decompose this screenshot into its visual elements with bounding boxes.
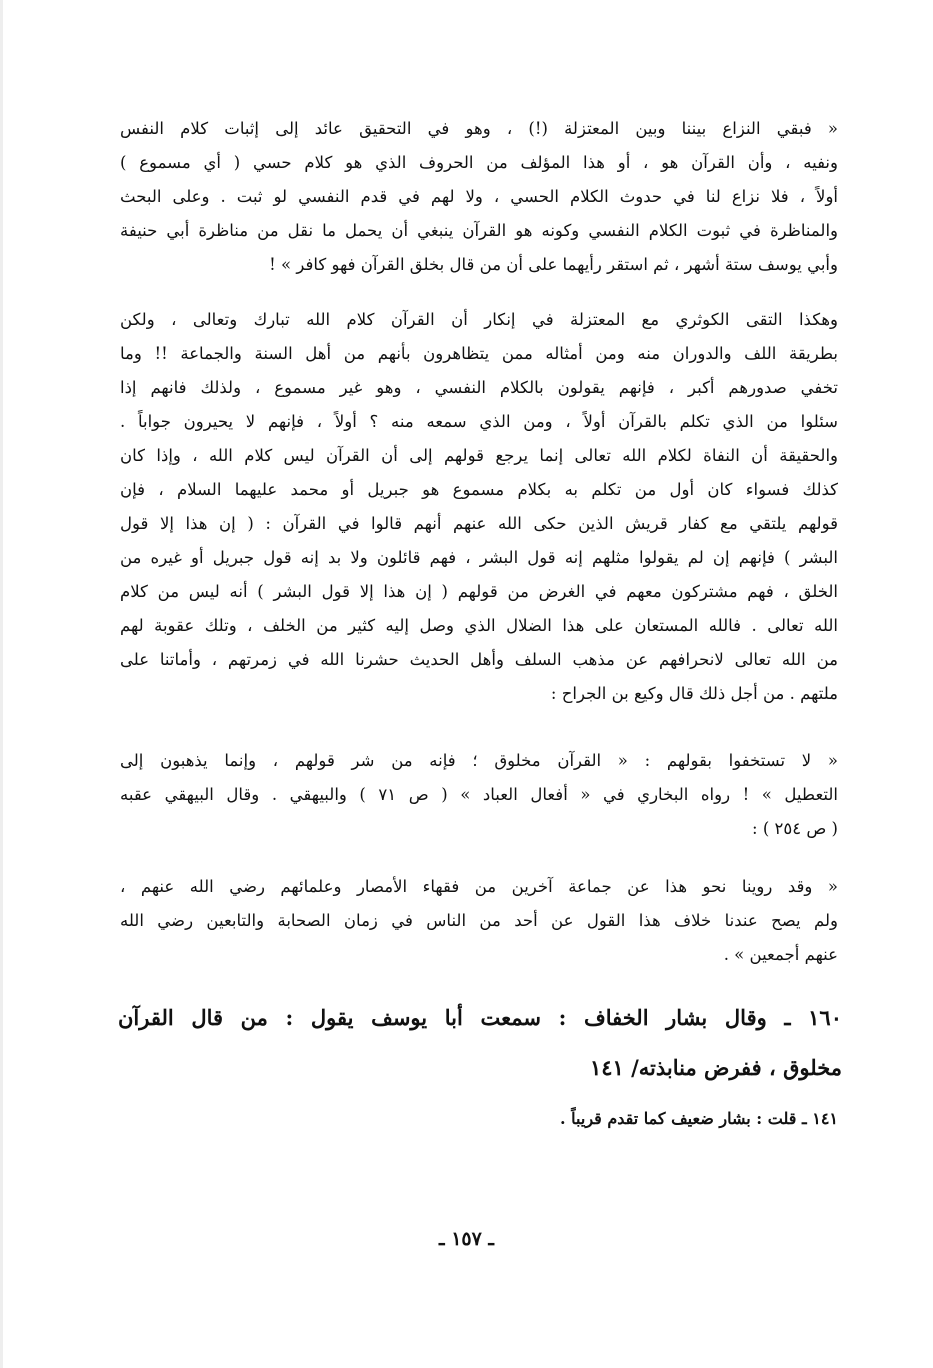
text-line: بطريقة اللف والدوران منه ومن أمثاله ممن يتظاهرون بأنهم من أهل السنة والجماعة !! وما xyxy=(120,344,838,363)
text-line: البشر ) فإنهم إن لم يقولوا مثلهم إنه قول البشر ، فهم قائلون ولا بد إنه قول جبريل أو غيره من xyxy=(120,548,838,567)
text-line: وأبي يوسف ستة أشهر ، ثم استقر رأيهما على أن من قال بخلق القرآن فهو كافر » ! xyxy=(269,255,838,274)
hadith-160 xyxy=(118,993,842,1093)
text-line: تخفي صدورهم أكبر ، فإنهم يقولون بالكلام النفسي ، وهو غير مسموع ، ولذلك فانهم إذا xyxy=(120,378,838,397)
text-line: من الله تعالى لانحرافهم عن مذهب السلف وأهل الحديث حشرنا الله في زمرتهم ، وأماتنا على xyxy=(120,650,838,669)
text-line: وهكذا التقى الكوثري مع المعتزلة في إنكار أن القرآن كلام الله تبارك وتعالى ، ولكن xyxy=(120,310,838,329)
footnote xyxy=(120,1102,838,1136)
hadith-line: ١٦٠ ـ وقال بشار الخفاف : سمعت أبا يوسف يقول : من قال القرآن xyxy=(118,1005,842,1030)
text-line: ولم يصح عندنا خلاف هذا القول عن أحد من الناس في زمان الصحابة والتابعين رضي الله xyxy=(120,911,838,930)
text-line: ونفيه ، وأن القرآن هو ، أو هذا المؤلف من الحروف الذي هو كلام حسي ( أي مسموع ) xyxy=(120,153,838,172)
quote-paragraph xyxy=(120,744,838,846)
text-line: « لا تستخفوا بقولهم : « القرآن مخلوق ؛ فإنه من شر قولهم ، وإنما يذهبون إلى xyxy=(120,751,838,770)
paragraph-1 xyxy=(120,112,838,282)
text-line: التعطيل » ! رواه البخاري في « أفعال العباد » ( ص ٧١ ) والبيهقي . وقال البيهقي عقبه xyxy=(120,785,838,804)
footnote-text: ١٤١ ـ قلت : بشار ضعيف كما تقدم قريباً . xyxy=(560,1109,838,1128)
text-line: الخلق ، فهم مشتركون معهم في الغرض من قولهم ( إن هذا إلا قول البشر ) أنه ليس من كلام xyxy=(120,582,838,601)
text-line: « وقد روينا نحو هذا عن جماعة آخرين من فقهاء الأمصار وعلمائهم رضي الله عنهم ، xyxy=(120,877,838,896)
hadith-line: مخلوق ، ففرض منابذته/ ١٤١ xyxy=(589,1055,842,1080)
page-number: ـ ١٥٧ ـ xyxy=(439,1228,494,1250)
quote-paragraph-2 xyxy=(120,870,838,972)
text-line: والحقيقة أن النفاة لكلام الله تعالى إنما يرجع قولهم إلى أن القرآن ليس كلام الله ، وإذا كان xyxy=(120,446,838,465)
text-line: كذلك فسواء كان أول من تكلم به بكلام مسموع هو جبريل أو محمد عليهما السلام ، فإن xyxy=(120,480,838,499)
text-line: أولاً ، فلا نزاع لنا في حدوث الكلام الحسي ، ولا لهم في قدم النفسي لو ثبت . وعلى البحث xyxy=(120,187,838,206)
text-line: عنهم أجمعين » . xyxy=(723,945,838,964)
text-line: قولهم يلتقي مع كفار قريش الذين حكى الله عنهم أنهم قالوا في القرآن : ( إن هذا إلا قول xyxy=(120,514,838,533)
text-line: ملتهم . من أجل ذلك قال وكيع بن الجراح : xyxy=(550,684,838,703)
paragraph-2 xyxy=(120,303,838,711)
text-line: « فبقي النزاع بيننا وبين المعتزلة (!) ، وهو في التحقيق عائد إلى إثبات كلام النفس xyxy=(120,119,838,138)
text-line: سئلوا من الذي تكلم بالقرآن أولاً ، ومن الذي سمعه منه ؟ أولاً ، فإنهم لا يحيرون جواباً . xyxy=(120,412,838,431)
text-line: الله تعالى . فالله المستعان على هذا الضلال الذي وصل إليه كثير من الخلف ، وتلك عقوبة لهم xyxy=(120,616,838,635)
text-line: ( ص ٢٥٤ ) : xyxy=(752,819,838,838)
text-line: والمناظرة في ثبوت الكلام النفسي وكونه هو القرآن ينبغي أن يحمل ما نقل من مناظرة أبي حنيفة xyxy=(120,221,838,240)
